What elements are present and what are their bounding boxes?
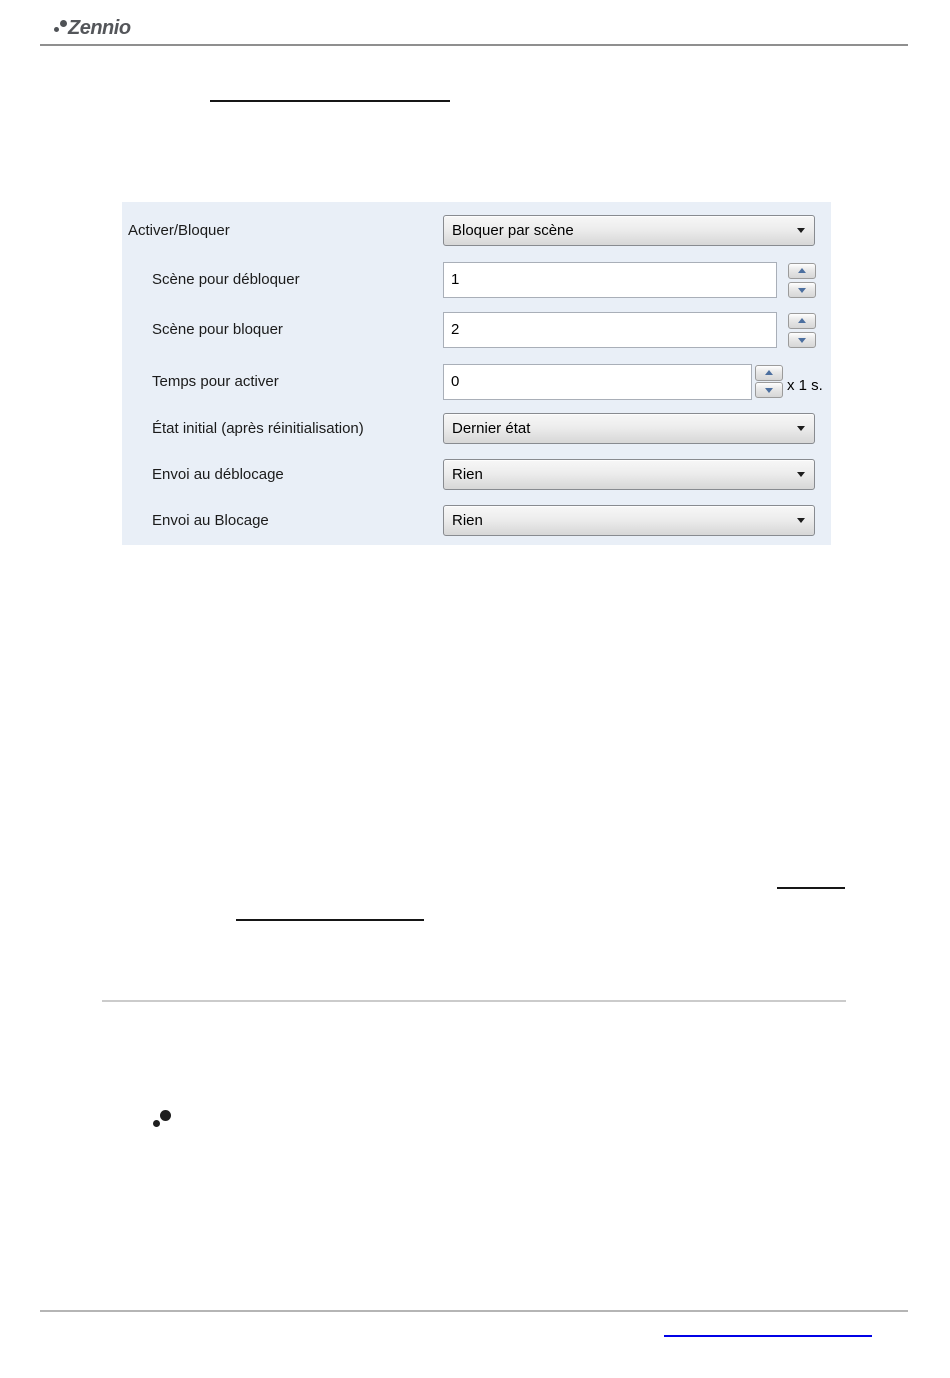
input-value: 2 <box>451 321 460 338</box>
spin-up-button[interactable] <box>755 365 783 381</box>
select-value: Rien <box>452 466 483 483</box>
footer-rule <box>40 1310 908 1312</box>
param-label: Envoi au Blocage <box>152 512 269 529</box>
select-value: Rien <box>452 512 483 529</box>
underlined-blank-text <box>236 919 424 921</box>
parameter-panel <box>122 202 831 545</box>
spinner-control <box>788 313 816 348</box>
bullet-dot-icon <box>153 1120 160 1127</box>
param-row <box>122 262 831 298</box>
envoi-blocage-select[interactable] <box>443 505 815 536</box>
spin-down-icon <box>798 288 806 293</box>
spin-up-icon <box>765 370 773 375</box>
spin-down-icon <box>798 338 806 343</box>
param-row <box>122 505 831 536</box>
underlined-blank-text <box>777 887 845 889</box>
spin-down-button[interactable] <box>788 332 816 348</box>
logo-dot-icon <box>60 20 67 27</box>
footer-link-underline[interactable] <box>664 1335 872 1337</box>
etat-initial-select[interactable] <box>443 413 815 444</box>
input-value: 0 <box>451 373 460 390</box>
param-label: Scène pour bloquer <box>152 321 283 338</box>
bullet-dot-icon <box>160 1110 171 1121</box>
param-row <box>122 215 831 246</box>
spin-up-icon <box>798 268 806 273</box>
chevron-down-icon <box>797 472 805 477</box>
zennio-bullet-icon <box>150 1106 176 1132</box>
chevron-down-icon <box>797 426 805 431</box>
spin-down-button[interactable] <box>755 382 783 398</box>
brand-name: Zennio <box>68 17 131 39</box>
chevron-down-icon <box>797 518 805 523</box>
spinner-control <box>755 365 783 398</box>
chevron-down-icon <box>797 228 805 233</box>
logo-dot-icon <box>54 27 59 32</box>
spin-up-button[interactable] <box>788 263 816 279</box>
scene-bloquer-input[interactable] <box>443 312 777 348</box>
spin-down-button[interactable] <box>788 282 816 298</box>
param-label: Scène pour débloquer <box>152 271 300 288</box>
param-row <box>122 413 831 444</box>
spin-up-button[interactable] <box>788 313 816 329</box>
activer-bloquer-select[interactable] <box>443 215 815 246</box>
spin-up-icon <box>798 318 806 323</box>
select-value: Dernier état <box>452 420 531 437</box>
header-rule <box>40 44 908 46</box>
input-value: 1 <box>451 271 460 288</box>
param-label: Envoi au déblocage <box>152 466 284 483</box>
param-row <box>122 364 831 400</box>
spinner-control <box>788 263 816 298</box>
temps-activer-input[interactable] <box>443 364 752 400</box>
param-row <box>122 312 831 348</box>
param-label: Activer/Bloquer <box>128 222 230 239</box>
scene-debloquer-input[interactable] <box>443 262 777 298</box>
param-row <box>122 459 831 490</box>
envoi-deblocage-select[interactable] <box>443 459 815 490</box>
param-label: Temps pour activer <box>152 373 279 390</box>
select-value: Bloquer par scène <box>452 222 574 239</box>
underlined-blank-text <box>210 100 450 102</box>
param-label: État initial (après réinitialisation) <box>152 420 364 437</box>
unit-label: x 1 s. <box>787 377 823 394</box>
section-divider <box>102 1000 846 1002</box>
spin-down-icon <box>765 388 773 393</box>
